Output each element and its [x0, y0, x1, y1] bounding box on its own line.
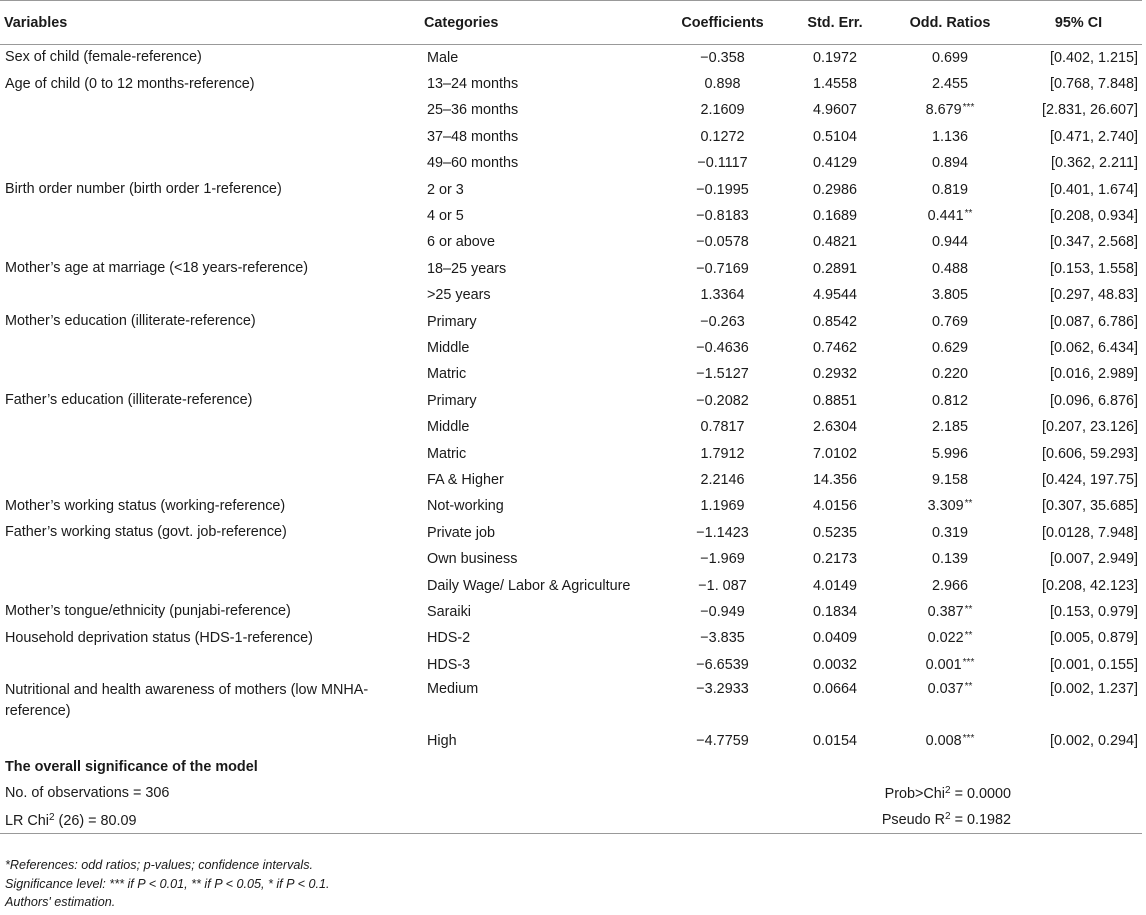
- header-coefficients: Coefficients: [681, 14, 764, 31]
- variable-cell: Household deprivation status (HDS-1-reference): [5, 629, 313, 646]
- std-err-cell: 0.4129: [812, 155, 857, 172]
- ci-cell: [0.606, 59.293]: [1041, 445, 1138, 462]
- category-cell: Matric: [427, 445, 467, 462]
- variable-cell: [0, 467, 420, 493]
- odds-ratio-cell: 8.679***: [925, 102, 975, 119]
- table-row: [0, 651, 1142, 677]
- category-cell: Primary: [427, 392, 477, 409]
- odds-ratio-cell: 0.488: [931, 260, 968, 277]
- category-cell: Primary: [427, 313, 477, 330]
- table-row: [0, 45, 1142, 71]
- coefficient-cell: −0.2082: [696, 392, 749, 409]
- coefficient-cell: −3.835: [700, 630, 745, 647]
- table-row: [0, 97, 1142, 123]
- category-cell: 4 or 5: [427, 208, 464, 225]
- odds-ratio-cell: 0.944: [931, 234, 968, 251]
- coefficient-cell: −6.6539: [696, 656, 749, 673]
- odds-ratio-cell: 3.805: [931, 287, 968, 304]
- significance-stars: ***: [962, 733, 975, 745]
- category-cell: 13–24 months: [427, 76, 519, 93]
- category-cell: Male: [427, 49, 459, 66]
- coefficient-cell: −0.949: [700, 603, 745, 620]
- category-cell: HDS-2: [427, 630, 471, 647]
- odds-ratio-cell: 0.220: [931, 366, 968, 383]
- footnotes: [5, 856, 329, 912]
- coefficient-cell: 0.7817: [700, 419, 745, 436]
- coefficient-cell: −1. 087: [698, 577, 747, 594]
- variable-cell: Nutritional and health awareness of mothers (low MNHA-reference): [5, 681, 369, 719]
- category-cell: Saraiki: [427, 603, 471, 620]
- odds-ratio-cell: 1.136: [931, 128, 968, 145]
- variable-cell: Age of child (0 to 12 months-reference): [5, 75, 255, 92]
- variable-cell: Mother’s education (illiterate-reference): [5, 313, 256, 330]
- model-stats-row-1: [0, 781, 1142, 807]
- significance-stars: ***: [962, 656, 975, 668]
- category-cell: HDS-3: [427, 656, 471, 673]
- odds-ratio-cell: 5.996: [931, 445, 968, 462]
- footnote-significance: Significance level: *** if P < 0.01, ** if P < 0.05, * if P < 0.1.: [5, 876, 330, 891]
- variable-cell: [0, 361, 420, 387]
- odds-ratio-cell: 0.819: [931, 181, 968, 198]
- ci-cell: [0.096, 6.876]: [1049, 392, 1138, 409]
- observations-count: No. of observations = 306: [5, 785, 170, 802]
- coefficient-cell: 1.3364: [700, 287, 745, 304]
- ci-cell: [0.087, 6.786]: [1049, 313, 1138, 330]
- table-row: [0, 308, 1142, 334]
- odds-ratio-cell: 2.966: [931, 577, 968, 594]
- variable-cell: [0, 651, 420, 677]
- table-row: [0, 150, 1142, 176]
- table-row: [0, 256, 1142, 282]
- variable-cell: [0, 282, 420, 308]
- ci-cell: [0.002, 1.237]: [1049, 680, 1138, 697]
- std-err-cell: 4.0149: [812, 577, 857, 594]
- ci-cell: [0.153, 1.558]: [1049, 260, 1138, 277]
- variable-cell: [0, 414, 420, 440]
- variable-cell: Mother’s working status (working-reference): [5, 497, 286, 514]
- odds-ratio-cell: 0.037**: [927, 680, 973, 697]
- odds-ratio-cell: 0.139: [931, 551, 968, 568]
- variable-cell: Father’s working status (govt. job-reference): [5, 524, 287, 541]
- coefficient-cell: −0.1995: [696, 181, 749, 198]
- category-cell: 25–36 months: [427, 102, 519, 119]
- table-row: [0, 414, 1142, 440]
- variable-cell: [0, 229, 420, 255]
- table-row: [0, 678, 1142, 728]
- header-row: [0, 1, 1142, 45]
- std-err-cell: 0.0664: [812, 680, 857, 697]
- std-err-cell: 0.4821: [812, 234, 857, 251]
- coefficient-cell: 2.2146: [700, 471, 745, 488]
- odds-ratio-cell: 0.022**: [927, 630, 973, 647]
- odds-ratio-cell: 0.894: [931, 155, 968, 172]
- ci-cell: [0.768, 7.848]: [1049, 76, 1138, 93]
- std-err-cell: 0.2932: [812, 366, 857, 383]
- category-cell: 2 or 3: [427, 181, 464, 198]
- variable-cell: Sex of child (female-reference): [5, 49, 202, 66]
- std-err-cell: 0.2986: [812, 181, 857, 198]
- coefficient-cell: −0.0578: [696, 234, 749, 251]
- header-categories: Categories: [424, 14, 499, 31]
- ci-cell: [0.207, 23.126]: [1041, 419, 1138, 436]
- model-significance-heading: The overall significance of the model: [5, 758, 258, 775]
- header-std-err: Std. Err.: [807, 14, 863, 31]
- variable-cell: [0, 572, 420, 598]
- variable-cell: [0, 203, 420, 229]
- category-cell: Daily Wage/ Labor & Agriculture: [427, 577, 631, 594]
- std-err-cell: 0.1689: [812, 208, 857, 225]
- table-row: [0, 335, 1142, 361]
- std-err-cell: 2.6304: [812, 419, 857, 436]
- variable-cell: Birth order number (birth order 1-reference): [5, 181, 282, 198]
- coefficient-cell: −0.263: [700, 313, 745, 330]
- table-row: [0, 440, 1142, 466]
- ci-cell: [0.001, 0.155]: [1049, 656, 1138, 673]
- std-err-cell: 4.0156: [812, 498, 857, 515]
- table-row: [0, 625, 1142, 651]
- coefficient-cell: −0.8183: [696, 208, 749, 225]
- category-cell: Middle: [427, 419, 470, 436]
- ci-cell: [0.402, 1.215]: [1049, 49, 1138, 66]
- std-err-cell: 0.0154: [812, 733, 857, 750]
- table-row: [0, 203, 1142, 229]
- category-cell: High: [427, 733, 457, 750]
- std-err-cell: 0.7462: [812, 339, 857, 356]
- std-err-cell: 4.9544: [812, 287, 857, 304]
- ci-cell: [0.007, 2.949]: [1049, 551, 1138, 568]
- std-err-cell: 7.0102: [812, 445, 857, 462]
- odds-ratio-cell: 0.387**: [927, 603, 973, 620]
- odds-ratio-cell: 0.008***: [925, 733, 975, 750]
- std-err-cell: 0.1972: [812, 49, 857, 66]
- odds-ratio-cell: 0.001***: [925, 656, 975, 673]
- ci-cell: [0.401, 1.674]: [1049, 181, 1138, 198]
- coefficient-cell: 0.898: [704, 76, 741, 93]
- std-err-cell: 0.2173: [812, 551, 857, 568]
- std-err-cell: 0.5104: [812, 128, 857, 145]
- variable-cell: [0, 440, 420, 466]
- category-cell: 37–48 months: [427, 128, 519, 145]
- variable-cell: Mother’s tongue/ethnicity (punjabi-reference): [5, 603, 291, 620]
- std-err-cell: 14.356: [812, 471, 857, 488]
- odds-ratio-cell: 0.769: [931, 313, 968, 330]
- odds-ratio-cell: 0.812: [931, 392, 968, 409]
- table-row: [0, 572, 1142, 598]
- variable-cell: [0, 335, 420, 361]
- ci-cell: [0.471, 2.740]: [1049, 128, 1138, 145]
- ci-cell: [0.208, 42.123]: [1041, 577, 1138, 594]
- table-row: [0, 388, 1142, 414]
- odds-ratio-cell: 0.441**: [927, 208, 973, 225]
- coefficient-cell: −1.1423: [696, 524, 749, 541]
- header-odd-ratios: Odd. Ratios: [909, 14, 991, 31]
- ci-cell: [0.062, 6.434]: [1049, 339, 1138, 356]
- category-cell: >25 years: [427, 287, 491, 304]
- table-row: [0, 176, 1142, 202]
- category-cell: Not-working: [427, 498, 504, 515]
- variable-cell: [0, 728, 420, 754]
- table-header: [0, 1, 1142, 45]
- table-row: [0, 124, 1142, 150]
- std-err-cell: 0.2891: [812, 260, 857, 277]
- table-row: [0, 229, 1142, 255]
- table-row: [0, 282, 1142, 308]
- coefficient-cell: −1.969: [700, 551, 745, 568]
- coefficient-cell: −3.2933: [696, 680, 749, 697]
- coefficient-cell: −1.5127: [696, 366, 749, 383]
- table-row: [0, 467, 1142, 493]
- lr-chi2: LR Chi$^2$ (26) = 80.09: [5, 812, 137, 830]
- std-err-cell: 0.1834: [812, 603, 857, 620]
- category-cell: 6 or above: [427, 234, 496, 251]
- prob-chi2: Prob>Chi$^2$ = 0.0000: [884, 785, 1011, 803]
- ci-cell: [0.016, 2.989]: [1049, 366, 1138, 383]
- odds-ratio-cell: 3.309**: [927, 498, 973, 515]
- coefficient-cell: 0.1272: [700, 128, 745, 145]
- ci-cell: [0.208, 0.934]: [1049, 208, 1138, 225]
- coefficient-cell: −0.358: [700, 49, 745, 66]
- odds-ratio-cell: 2.455: [931, 76, 968, 93]
- table-row: [0, 546, 1142, 572]
- ci-cell: [0.0128, 7.948]: [1041, 524, 1138, 541]
- odds-ratio-cell: 0.699: [931, 49, 968, 66]
- ci-cell: [0.153, 0.979]: [1049, 603, 1138, 620]
- pseudo-r2: Pseudo $R^2 = 0.1982$: [881, 811, 1011, 829]
- table-row: [0, 71, 1142, 97]
- model-stats-row-2: [0, 807, 1142, 833]
- ci-cell: [0.307, 35.685]: [1041, 498, 1138, 515]
- category-cell: Own business: [427, 551, 518, 568]
- significance-stars: **: [964, 630, 973, 642]
- variable-cell: Father’s education (illiterate-reference): [5, 392, 253, 409]
- odds-ratio-cell: 0.319: [931, 524, 968, 541]
- coefficient-cell: 2.1609: [700, 102, 745, 119]
- significance-stars: **: [964, 680, 973, 692]
- header-ci: 95% CI: [1054, 14, 1103, 31]
- std-err-cell: 0.0409: [812, 630, 857, 647]
- variable-cell: [0, 124, 420, 150]
- significance-stars: **: [964, 603, 973, 615]
- ci-cell: [0.347, 2.568]: [1049, 234, 1138, 251]
- odds-ratio-cell: 2.185: [931, 419, 968, 436]
- coefficient-cell: −0.7169: [696, 260, 749, 277]
- category-cell: 18–25 years: [427, 260, 507, 277]
- category-cell: Middle: [427, 339, 470, 356]
- ci-cell: [0.002, 0.294]: [1049, 733, 1138, 750]
- odds-ratio-cell: 9.158: [931, 471, 968, 488]
- variable-cell: Mother’s age at marriage (<18 years-reference): [5, 260, 309, 277]
- std-err-cell: 0.0032: [812, 656, 857, 673]
- variable-cell: [0, 150, 420, 176]
- coefficient-cell: −0.4636: [696, 339, 749, 356]
- std-err-cell: 0.8851: [812, 392, 857, 409]
- std-err-cell: 4.9607: [812, 102, 857, 119]
- category-cell: Medium: [427, 680, 479, 697]
- ci-cell: [0.297, 48.83]: [1049, 287, 1138, 304]
- std-err-cell: 0.8542: [812, 313, 857, 330]
- table-body: [0, 45, 1142, 834]
- std-err-cell: 1.4558: [812, 76, 857, 93]
- table-row: [0, 361, 1142, 387]
- footnote-references: *References: odd ratios; p-values; confidence intervals.: [5, 858, 314, 872]
- table-row: [0, 520, 1142, 546]
- category-cell: Matric: [427, 366, 467, 383]
- ci-cell: [0.362, 2.211]: [1051, 155, 1138, 172]
- coefficient-cell: 1.1969: [700, 498, 745, 515]
- table-row: [0, 728, 1142, 754]
- category-cell: Private job: [427, 524, 495, 541]
- variable-cell: [0, 97, 420, 123]
- category-cell: FA & Higher: [427, 471, 504, 488]
- table-row: [0, 493, 1142, 519]
- table-row: [0, 599, 1142, 625]
- variable-cell: [0, 546, 420, 572]
- footnote-source: Authors' estimation.: [5, 895, 116, 909]
- significance-stars: ***: [962, 102, 975, 114]
- coefficient-cell: −4.7759: [696, 733, 749, 750]
- ci-cell: [2.831, 26.607]: [1041, 102, 1138, 119]
- odds-ratio-cell: 0.629: [931, 339, 968, 356]
- coefficient-cell: 1.7912: [700, 445, 745, 462]
- significance-stars: **: [964, 498, 973, 510]
- std-err-cell: 0.5235: [812, 524, 857, 541]
- coefficient-cell: −0.1117: [697, 155, 748, 172]
- category-cell: 49–60 months: [427, 155, 519, 172]
- ci-cell: [0.424, 197.75]: [1041, 471, 1138, 488]
- ci-cell: [0.005, 0.879]: [1049, 630, 1138, 647]
- model-significance-heading-row: [0, 754, 1142, 780]
- significance-stars: **: [964, 208, 973, 220]
- header-variables: Variables: [4, 14, 68, 31]
